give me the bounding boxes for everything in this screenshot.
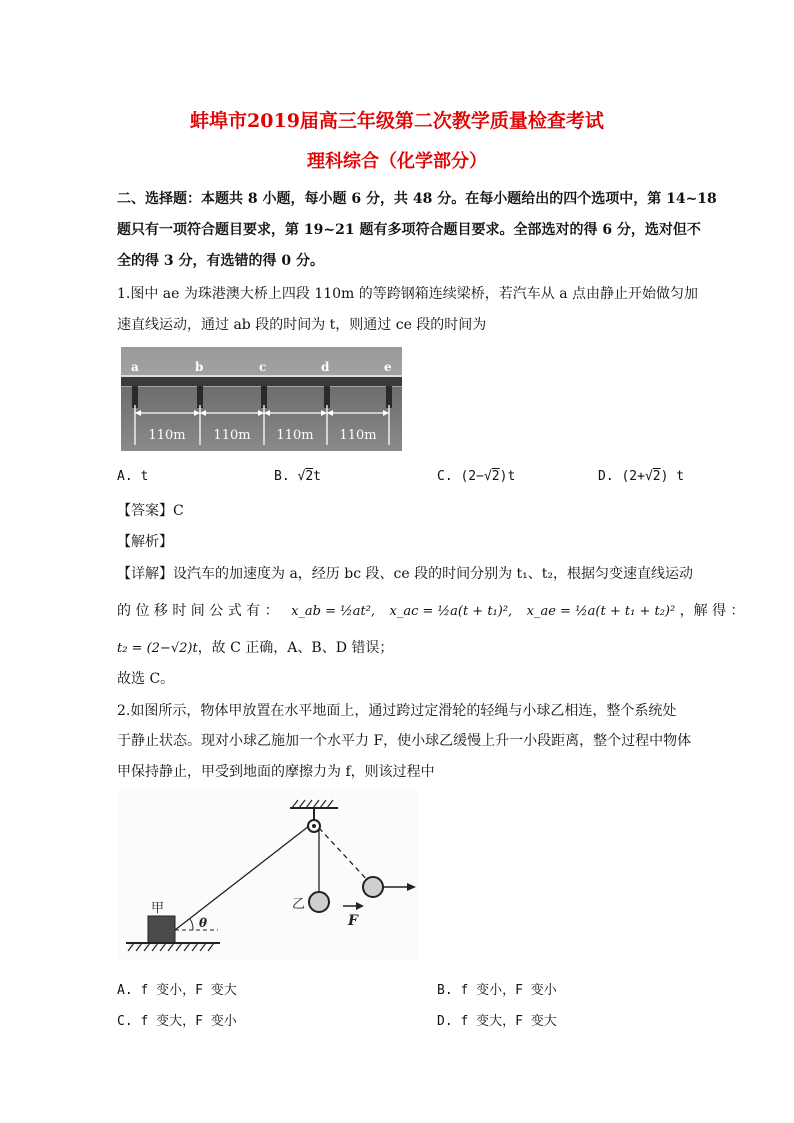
bridge-railing bbox=[121, 375, 402, 377]
q1-detail-line3 bbox=[117, 637, 393, 657]
bridge-figure bbox=[121, 347, 402, 451]
q1-option-a: A. t bbox=[117, 469, 149, 484]
q2-option-b: B. f 变小，F 变小 bbox=[437, 983, 557, 998]
pulley-figure bbox=[118, 790, 418, 960]
bridge-segment-cd: 110m bbox=[276, 428, 314, 443]
bridge-point-d: d bbox=[321, 360, 330, 374]
bridge-segment-ab: 110m bbox=[148, 428, 186, 443]
q2-stem-line3: 甲保持静止，甲受到地面的摩擦力为 f，则该过程中 bbox=[117, 764, 435, 780]
section-instructions-line1: 二、选择题：本题共 8 小题，每小题 6 分，共 48 分。在每小题给出的四个选项中，第 14~18 bbox=[117, 191, 717, 207]
bridge-point-a: a bbox=[131, 360, 139, 374]
bridge-point-e: e bbox=[384, 360, 392, 374]
q1-option-b bbox=[274, 469, 321, 484]
sqrt-radicand: 2 bbox=[491, 469, 500, 484]
q1-option-d-prefix: D. (2+ bbox=[598, 469, 645, 484]
ball-label: 乙 bbox=[292, 897, 306, 912]
q2-stem-line1: 2.如图所示，物体甲放置在水平地面上，通过跨过定滑轮的轻绳与小球乙相连，整个系统处 bbox=[117, 703, 677, 719]
q2-option-d: D. f 变大，F 变大 bbox=[437, 1014, 557, 1029]
document-title: 蚌埠市2019届高三年级第二次教学质量检查考试 bbox=[190, 110, 604, 132]
bridge-segment-de: 110m bbox=[339, 428, 377, 443]
pulley-axle bbox=[312, 824, 316, 828]
bridge-deck bbox=[121, 377, 402, 386]
q1-detail-line2-prefix: 的 位 移 时 间 公 式 有 ： bbox=[117, 603, 279, 619]
q1-option-b-prefix: B. bbox=[274, 469, 298, 484]
q1-stem-line1: 1.图中 ae 为珠港澳大桥上四段 110m 的等跨钢箱连续梁桥，若汽车从 a 点由静止开始做匀加 bbox=[117, 286, 699, 302]
sqrt-radicand: 2 bbox=[652, 469, 661, 484]
sqrt-symbol: √ bbox=[483, 469, 492, 484]
block-jia bbox=[148, 916, 175, 943]
q2-option-a: A. f 变小，F 变大 bbox=[117, 983, 237, 998]
ball-yi bbox=[309, 892, 329, 912]
q1-analysis-label: 【解析】 bbox=[117, 534, 173, 550]
q2-option-c: C. f 变大，F 变小 bbox=[117, 1014, 237, 1029]
ball-yi-displaced bbox=[363, 877, 383, 897]
sqrt-symbol: √ bbox=[644, 469, 653, 484]
angle-label: θ bbox=[199, 916, 208, 930]
formula-x-ac: x_ac = ½a(t + t₁)², bbox=[389, 604, 513, 619]
q1-detail-line1: 【详解】设汽车的加速度为 a，经历 bc 段、ce 段的时间分别为 t₁、t₂，根据匀变速直线运动 bbox=[117, 566, 694, 582]
section-instructions-line3: 全的得 3 分，有选错的得 0 分。 bbox=[117, 253, 324, 269]
q1-option-d bbox=[598, 469, 684, 484]
formula-x-ab: x_ab = ½at², bbox=[291, 604, 376, 619]
block-label: 甲 bbox=[151, 901, 165, 916]
force-label: F bbox=[348, 913, 358, 929]
q1-option-c-suffix: )t bbox=[499, 469, 516, 484]
q1-detail-line2-suffix: ，解 得 ： bbox=[679, 603, 745, 619]
q2-stem-line2: 于静止状态。现对小球乙施加一个水平力 F，使小球乙缓慢上升一小段距离，整个过程中物体 bbox=[117, 733, 692, 749]
q1-option-c-prefix: C. (2− bbox=[437, 469, 484, 484]
sqrt-symbol: √ bbox=[297, 469, 306, 484]
q1-option-c bbox=[437, 469, 515, 484]
q1-conclusion: 故选 C。 bbox=[117, 671, 175, 687]
sqrt-radicand: 2 bbox=[305, 469, 314, 484]
section-instructions-line2: 题只有一项符合题目要求，第 19~21 题有多项符合题目要求。全部选对的得 6 分，选对但不 bbox=[117, 222, 701, 238]
formula-x-ae: x_ae = ½a(t + t₁ + t₂)² bbox=[526, 604, 676, 619]
q1-answer: 【答案】C bbox=[117, 503, 184, 519]
document-subtitle: 理科综合（化学部分） bbox=[307, 151, 487, 172]
bridge-segment-bc: 110m bbox=[213, 428, 251, 443]
bridge-point-c: c bbox=[259, 360, 267, 374]
q1-detail-line3-suffix: ，故 C 正确，A、B、D 错误； bbox=[197, 640, 394, 656]
q1-option-d-suffix: ) t bbox=[660, 469, 685, 484]
q1-stem-line2: 速直线运动，通过 ab 段的时间为 t，则通过 ce 段的时间为 bbox=[117, 317, 487, 333]
q1-detail-line2 bbox=[117, 600, 745, 620]
formula-t2-result: t₂ = (2−√2)t bbox=[117, 641, 198, 656]
q1-option-b-suffix: t bbox=[313, 469, 321, 484]
bridge-point-b: b bbox=[195, 360, 204, 374]
